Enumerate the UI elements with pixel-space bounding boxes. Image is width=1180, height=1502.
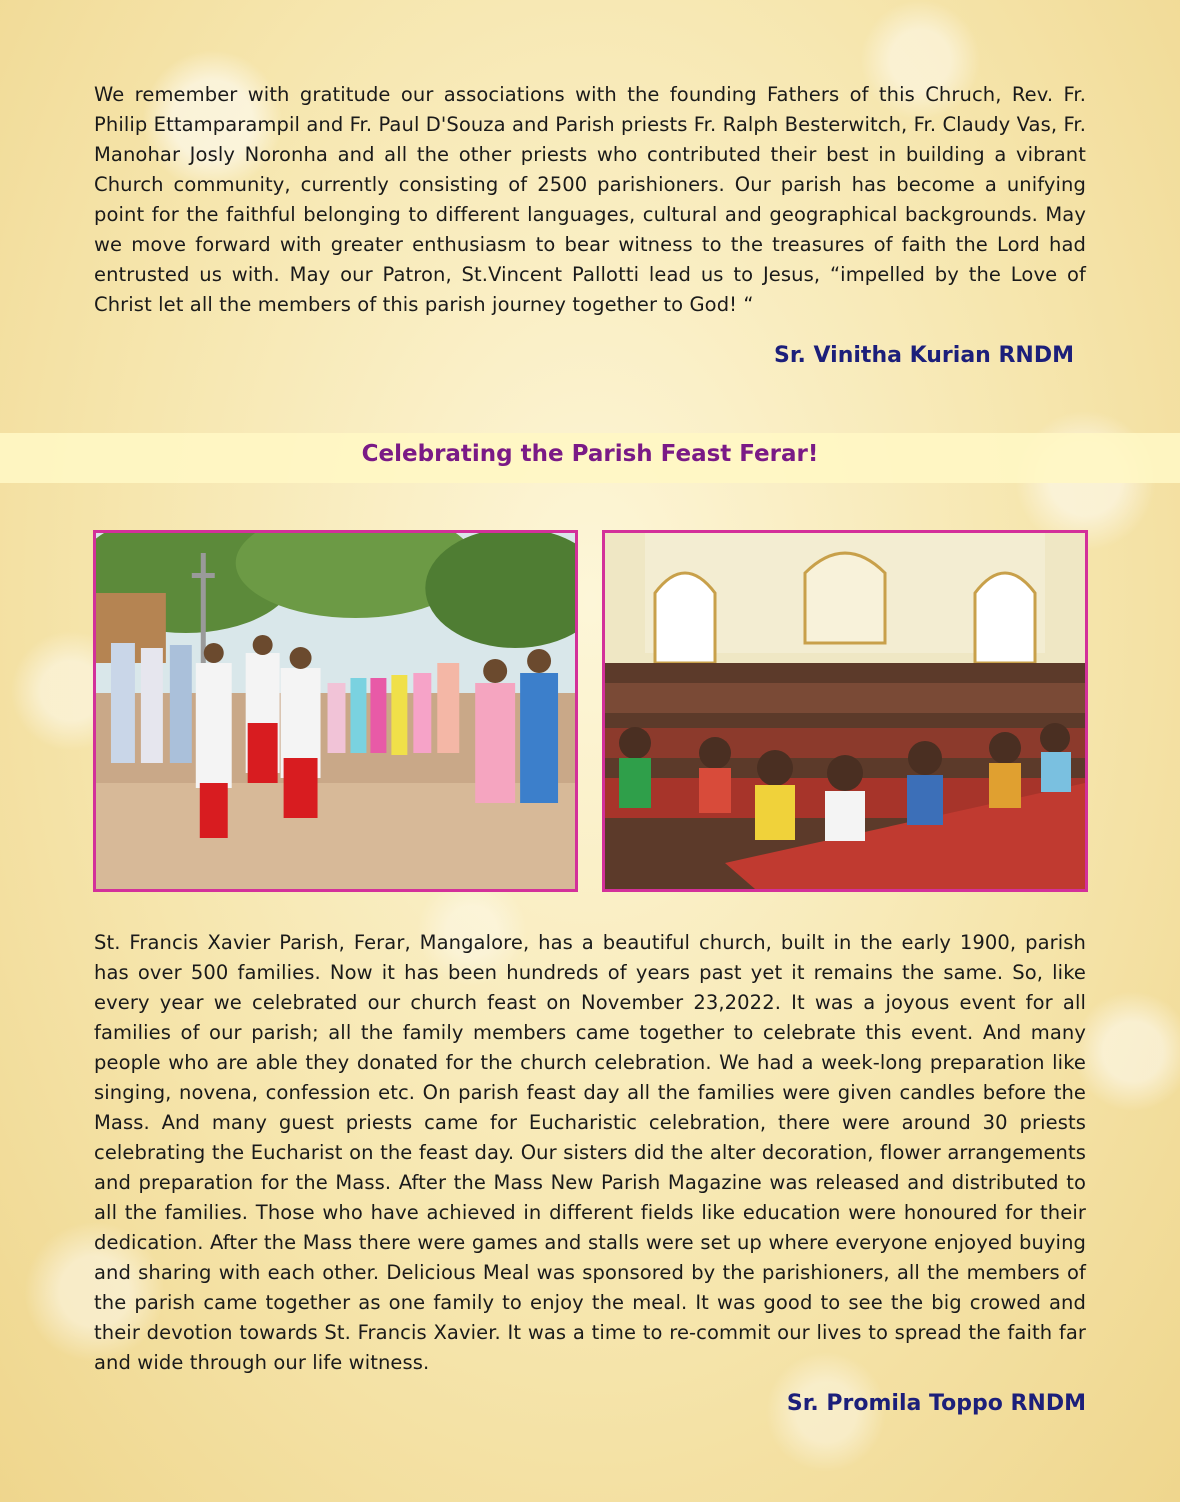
letter-signature: Sr. Vinitha Kurian RNDM (773, 343, 1074, 368)
letter-paragraph: We remember with gratitude our associations with the founding Fathers of this Chruch, Rev. Fr. Philip Ettamparampil and Fr. Paul D'Souza and Parish priests Fr. Ralph Besterwitch, Fr. Claudy Vas, Fr. Manohar Josly Noronha and all the other priests who contributed their best in building a vibrant Church community, currently consisting of 2500 parishioners. Our parish has become a unifying point for the faithful belonging to different languages, cultural and geographical backgrounds. May we move forward with greater enthusiasm to bear witness to the treasures of faith the Lord had entrusted us with. May our Patron, St.Vincent Pallotti lead us to Jesus, “impelled by the Love of Christ let all the members of this parish journey together to God! “ (94, 83, 1086, 316)
feast-signature: Sr. Promila Toppo RNDM (786, 1391, 1086, 1416)
section-title: Celebrating the Parish Feast Ferar! (361, 441, 819, 467)
procession-photo-illustration (96, 533, 575, 889)
church-interior-photo (602, 530, 1088, 892)
procession-photo (93, 530, 578, 892)
church-interior-illustration (605, 533, 1085, 889)
feast-paragraph: St. Francis Xavier Parish, Ferar, Mangalore, has a beautiful church, built in the early 1900, parish has over 500 families. Now it has been hundreds of years past yet it remains the same. So, like every year we celebrated our church feast on November 23,2022. It was a joyous event for all families of our parish; all the family members came together to celebrate this event. And many people who are able they donated for the church celebration. We had a week-long preparation like singing, novena, confession etc. On parish feast day all the families were given candles before the Mass. And many guest priests came for Eucharistic celebration, there were around 30 priests celebrating the Eucharist on the feast day. Our sisters did the alter decoration, flower arrangements and preparation for the Mass. After the Mass New Parish Magazine was released and distributed to all the families. Those who have achieved in different fields like education were honoured for their dedication. After the Mass there were games and stalls were set up where everyone enjoyed buying and sharing with each other. Delicious Meal was sponsored by the parishioners, all the members of the parish came together as one family to enjoy the meal. It was good to see the big crowed and their devotion towards St. Francis Xavier. It was a time to re-commit our lives to spread the faith far and wide through our life witness. (94, 931, 1086, 1374)
